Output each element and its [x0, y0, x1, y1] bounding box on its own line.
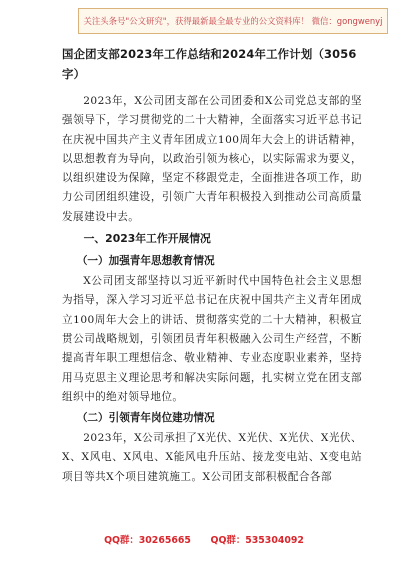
document-content [62, 44, 362, 487]
document-title: 国企团支部2023年工作总结和2024年工作计划（3056字） [62, 47, 357, 81]
subsection-1-paragraph: X公司团支部坚持以习近平新时代中国特色社会主义思想为指导，深入学习习近平总书记在庆祝中国共产主义青年团成立100周年大会上的讲话、贯彻落实党的二十大精神，积极宣贯公司战略规划，引领团员青年积极融入公司生产经营，不断提高青年职工理想信念、敬业精神、专业态度职业素养，坚持用马克思主义理论思考和解决实际问题，扎实树立党在团支部组织中的绝对领导地位。 [62, 275, 362, 403]
subsection-heading-2: （二）引领青年岗位建功情况 [76, 412, 215, 425]
footer-qq-group-2: QQ群：535304092 [210, 535, 304, 546]
intro-paragraph: 2023年，X公司团支部在公司团委和X公司党总支部的坚强领导下，学习贯彻党的二十大精神，全面落实习近平总书记在庆祝中国共产主义青年团成立100周年大会上的讲话精神，以思想教育为导向，以政治引领为核心，以实际需求为要义，以组织建设为保障，坚定不移跟党走，全面推进各项工作，助力公司团组织建设，引领广大青年积极投入到推动公司高质量发展建设中去。 [62, 95, 362, 223]
subsection-2-paragraph: 2023年，X公司承担了X光伏、X光伏、X光伏、X光伏、X、X风电、X风电、X能风电升压站、接龙变电站、X变电站项目等共X个项目建筑施工。X公司团支部积极配合各部 [62, 432, 362, 483]
promo-banner [78, 8, 388, 34]
section-heading: 一、2023年工作开展情况 [83, 232, 211, 246]
footer-qq-group-1: QQ群：30265665 [104, 535, 191, 546]
promo-banner-text: 关注头条号"公文研究"，获得最新最全最专业的公文资料库！ 微信：gongwenyj [83, 16, 383, 26]
footer-contact [0, 532, 408, 546]
subsection-heading-1: （一）加强青年思想教育情况 [76, 255, 215, 268]
